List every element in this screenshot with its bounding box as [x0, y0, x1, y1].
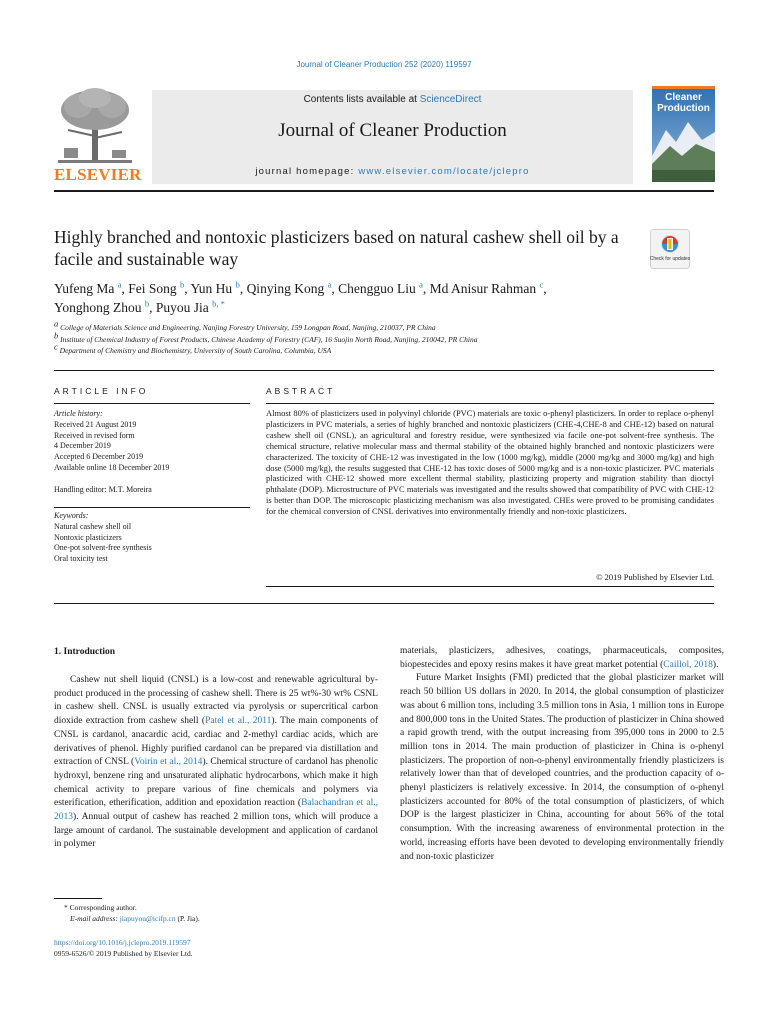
intro-paragraph	[400, 645, 724, 672]
reference-link-caillol[interactable]: Caillol, 2018	[663, 659, 713, 670]
author-name[interactable]: Puyou Jia	[155, 300, 209, 315]
email-link[interactable]: jiapuyou@icifp.cn	[119, 914, 176, 923]
affiliation-list	[54, 318, 714, 357]
contents-prefix: Contents lists available at	[303, 94, 420, 105]
cover-title	[652, 92, 715, 114]
cover-title-line2: Production	[657, 103, 710, 114]
handling-editor: Handling editor: M.T. Moreira	[54, 485, 152, 494]
keywords-label: Keywords:	[54, 511, 89, 520]
journal-citation-link[interactable]: Journal of Cleaner Production 252 (2020) 119597	[296, 60, 472, 69]
introduction-heading: 1. Introduction	[54, 647, 116, 657]
author-name[interactable]: Fei Song	[128, 281, 177, 296]
footnote-email	[54, 913, 378, 924]
journal-cover-image[interactable]	[652, 86, 715, 182]
abstract-bottom-rule	[266, 586, 714, 587]
reference-link-balachandran[interactable]: Balachandran et al., 2013	[54, 798, 378, 823]
author-name[interactable]: Chengguo Liu	[338, 281, 416, 296]
author-list: Yufeng Ma $^a$, Fei Song $^b$, Yun Hu $^b$, Qinying Kong $^a$, Chengguo Liu $^a$, Md Anisur Rahman $^c$, Yonghong Zhou $^b$, Puyou Jia $^{b, *}$	[54, 279, 547, 315]
abstract-rule	[266, 403, 714, 404]
affiliation-mark: b	[54, 330, 59, 340]
author-affiliation-mark[interactable]: b	[235, 279, 240, 290]
author-name[interactable]: Yufeng Ma	[54, 281, 115, 296]
author-affiliation-mark[interactable]: b	[144, 298, 150, 309]
article-info-heading: ARTICLE INFO	[54, 386, 149, 396]
abstract-text: Almost 80% of plasticizers used in polyvinyl chloride (PVC) materials are toxic o-phenyl plasticizers. In order to replace o-phenyl plasticizers in PVC materials, a series of highly branched and nontoxic plasticizers (CHE-4,CHE-8 and CHE-12) based on natural cashew shell oil (CNSL), an agricultural and forestry residue, were synthesized via facile one-pot solvent-free synthesis. The chemical structure, relative molecular mass and thermal stability of the obtained highly branched and nontoxic plasticizers were characterized. The toxicity of CHE-12 was investigated in the low (1000 mg/kg), middle (2000 mg/kg and 3000 mg/kg) and high dose (5000 mg/kg), the results suggested that CHE-12 has toxic doses of 5000 mg/kg and is a non-toxic plasticizer. PVC materials plasticized with CHE-12 showed more excellent thermal stability, plasticizing property and migration stability than dioctyl phthalate (DOP). Microstructure of PVC materials was investigated and the results showed that compatibility of PVC with CHE-12 is better than DOP. The microscopic plasticizing mechanism was also investigated. CHEs were proved to be promising candidates for the chemical conversion of CNSL derivatives into environmentally friendly and non-toxic plasticizers.	[266, 408, 714, 517]
history-label: Article history:	[54, 409, 103, 418]
elsevier-wordmark: ELSEVIER	[54, 165, 142, 184]
history-item: Received in revised form	[54, 430, 135, 440]
author-name[interactable]: Yonghong Zhou	[54, 300, 142, 315]
homepage-prefix: journal homepage:	[255, 166, 359, 177]
doi-link[interactable]: https://doi.org/10.1016/j.jclepro.2019.119597	[54, 938, 191, 947]
author-affiliation-mark[interactable]: b, *	[212, 298, 225, 309]
journal-title: Journal of Cleaner Production	[278, 120, 507, 141]
email-label: E-mail address:	[70, 914, 118, 923]
keyword-item: Oral toxicity test	[54, 554, 108, 564]
footnote-mark: *	[64, 903, 68, 912]
intro-text: ). Chemical structure of cardanol has phenolic hydroxyl, benzene ring and unsaturated aliphatic hydrocarbons, which make it high chemical activity to prepare various of fine chemicals and polymers via esterification, etherification, addition and epoxidation reaction (	[54, 757, 378, 809]
affiliation-text: College of Materials Science and Engineering, Nanjing Forestry University, 159 Longpan Road, Nanjing, 210037, PR China	[60, 323, 436, 332]
issn-line: 0959-6526/© 2019 Published by Elsevier Ltd.	[54, 948, 193, 958]
intro-text: ). Annual output of cashew has reached 2 million tons, which will produce a large amount of cardanol. The sustainable development and application of cardanol in polymer	[54, 812, 378, 850]
intro-text: ). The main components of CNSL is cardanol, anacardic acid, cardiac and 2-methyl cardiac acids, which are derivatives of phenol. Highly purified cardanol can be prepared via distillation and extraction of CNSL (	[54, 716, 378, 768]
abstract-heading: ABSTRACT	[266, 386, 336, 396]
contents-available-line	[152, 94, 633, 105]
author-name[interactable]: Md Anisur Rahman	[429, 281, 537, 296]
author-name[interactable]: Qinying Kong	[246, 281, 325, 296]
intro-paragraph: Future Market Insights (FMI) predicted that the global plasticizer market will reach 50 billion US dollars in 2020. In 2014, the global consumption of plasticizer was about 6 million tons, including 3.5 million tons in Asia, 1 million tons in Europe and 800,000 tons in the United States. The production of plasticizer in China showed a rapid growth trend, with the output increasing from 395,000 tons in 2000 to 2.5 million tons in 2014. The main production of plasticizer in China is o-phenyl plasticizers. The proportion of non-o-phenyl environmentally friendly plasticizers is relatively lower than that of developed countries, and the production capacity of o-phenyl plasticizers is relatively excessive. In 2014, the consumption of o-phenyl plasticizers accounted for 80% of the total consumption of plasticizers, of which DOP is the largest plasticizer in China, accounting for about 56% of the total consumption. With the increasing awareness of environmental protection in the world, increasing efforts have been devoted to developing environmentally friendly and non-toxic plasticizer	[400, 673, 724, 862]
journal-masthead	[152, 90, 633, 184]
abstract-copyright: © 2019 Published by Elsevier Ltd.	[596, 572, 714, 582]
author-affiliation-mark[interactable]: a	[419, 279, 423, 290]
affiliation-text: Department of Chemistry and Biochemistry, University of South Carolina, Columbia, USA	[59, 346, 332, 355]
affiliation-text: Institute of Chemical Industry of Forest Products, Chinese Academy of Forestry (CAF), 16 Suojin North Road, Nanjing, 210042, PR China	[60, 334, 478, 344]
article-history	[54, 409, 250, 474]
author-affiliation-mark[interactable]: a	[327, 279, 332, 290]
keyword-item: One-pot solvent-free synthesis	[54, 543, 152, 553]
check-for-updates-badge[interactable]	[650, 229, 690, 269]
crossmark-label: Check for updates	[650, 256, 690, 262]
keywords	[54, 511, 250, 565]
keyword-item: Natural cashew shell oil	[54, 521, 132, 531]
sciencedirect-link[interactable]: ScienceDirect	[419, 94, 482, 105]
header-rule	[54, 190, 714, 192]
article-title: Highly branched and nontoxic plasticizers based on natural cashew shell oil by a facile and sustainable way	[54, 227, 619, 269]
reference-link-patel[interactable]: Patel et al., 2011	[205, 716, 272, 727]
footnote-corresponding-text: Corresponding author.	[69, 903, 137, 912]
affiliation-item	[54, 318, 714, 334]
history-item: Received 21 August 2019	[54, 419, 137, 429]
keywords-rule	[54, 507, 250, 508]
article-info-rule	[54, 403, 250, 404]
footnote-corresponding	[54, 902, 378, 913]
affiliation-item	[54, 330, 714, 346]
intro-text: ).	[712, 659, 719, 670]
history-item: 4 December 2019	[54, 441, 111, 451]
body-column-left	[54, 674, 378, 852]
author-affiliation-mark[interactable]: a	[117, 279, 122, 290]
affiliation-mark: a	[54, 318, 59, 329]
front-matter-rule	[54, 603, 714, 604]
reference-link-voirin[interactable]: Voirin et al., 2014	[134, 757, 203, 768]
intro-paragraph	[54, 674, 378, 852]
footnote-rule	[54, 898, 102, 899]
email-suffix: (P. Jia).	[175, 914, 200, 923]
history-item: Accepted 6 December 2019	[54, 452, 144, 462]
affiliation-item	[54, 341, 714, 357]
homepage-link[interactable]: www.elsevier.com/locate/jclepro	[358, 166, 530, 177]
intro-text: Cashew nut shell liquid (CNSL) is a low-cost and renewable agricultural by-product produced in the processing of cashew shell. There is 25 wt%-30 wt% CSNL in cashew shell. CNSL is usually extracted via pyrolysis or supercritical carbon dioxide extraction from cashew shell (	[54, 675, 378, 727]
title-rule	[54, 370, 714, 371]
journal-homepage-line	[152, 166, 633, 177]
corresponding-author-footnote	[54, 902, 378, 924]
cover-title-line1: Cleaner	[665, 92, 702, 103]
affiliation-mark: c	[54, 341, 58, 352]
intro-text: materials, plasticizers, adhesives, coatings, pharmaceuticals, composites, biopestecides and epoxy resins makes it have great market potential (	[400, 646, 724, 670]
author-affiliation-mark[interactable]: b	[180, 279, 185, 290]
keyword-item: Nontoxic plasticizers	[54, 532, 122, 542]
author-name[interactable]: Yun Hu	[190, 281, 233, 296]
body-column-right	[400, 645, 724, 864]
page-footer	[54, 938, 378, 959]
author-affiliation-mark[interactable]: c	[539, 279, 544, 290]
history-item: Available online 18 December 2019	[54, 462, 170, 472]
